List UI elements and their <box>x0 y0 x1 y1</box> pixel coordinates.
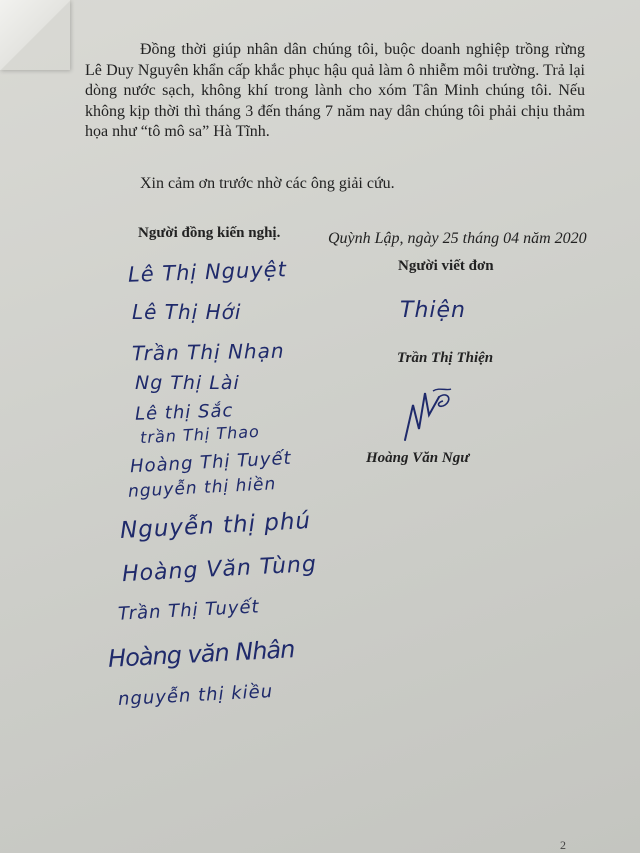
writer-title: Người viết đơn <box>398 258 494 274</box>
page-number: 2 <box>560 838 566 852</box>
second-signature-mark <box>395 385 465 445</box>
handwritten-signature: Lê Thị Nguyệt <box>127 257 288 287</box>
writer-name: Trần Thị Thiện <box>397 350 494 366</box>
body-paragraph <box>85 40 585 143</box>
handwritten-signature: Ng Thị Lài <box>135 372 240 394</box>
handwritten-signature: nguyễn thị hiền <box>127 474 277 502</box>
request-paragraph: Đồng thời giúp nhân dân chúng tôi, buộc doanh nghiệp trồng rừng Lê Duy Nguyên khẩn cấp khắc phục hậu quả làm ô nhiễm môi trường. Trả lại dòng nước sạch, không khí trong lành cho xóm Tân Minh chúng tôi. Nếu không kịp thời thì tháng 3 đến tháng 7 năm nay dân chúng tôi phải chịu thảm họa như “tô mô sa” Hà Tĩnh. <box>85 41 585 140</box>
second-signer-name: Hoàng Văn Ngư <box>366 450 470 466</box>
handwritten-signature: Hoàng văn Nhân <box>107 635 295 673</box>
handwritten-signature: Trần Thị Tuyết <box>117 596 261 625</box>
handwritten-signature: nguyễn thị kiều <box>117 680 274 711</box>
handwritten-signature: Hoàng Thị Tuyết <box>129 447 293 478</box>
co-petitioners-title: Người đồng kiến nghị. <box>138 225 281 241</box>
handwritten-signature: Nguyễn thị phú <box>119 508 312 544</box>
folded-corner <box>0 0 70 70</box>
date-line: Quỳnh Lập, ngày 25 tháng 04 năm 2020 <box>328 230 587 247</box>
handwritten-signature: Trần Thị Nhạn <box>131 338 285 366</box>
thanks-line: Xin cảm ơn trước nhờ các ông giải cứu. <box>140 175 395 192</box>
handwritten-signature: Hoàng Văn Tùng <box>121 551 318 588</box>
handwritten-signature: Lê Thị Hới <box>132 300 242 324</box>
writer-signature: Thiện <box>400 298 466 323</box>
handwritten-signature: Lê thị Sắc <box>134 400 234 425</box>
handwritten-signature: trần Thị Thao <box>139 421 261 448</box>
